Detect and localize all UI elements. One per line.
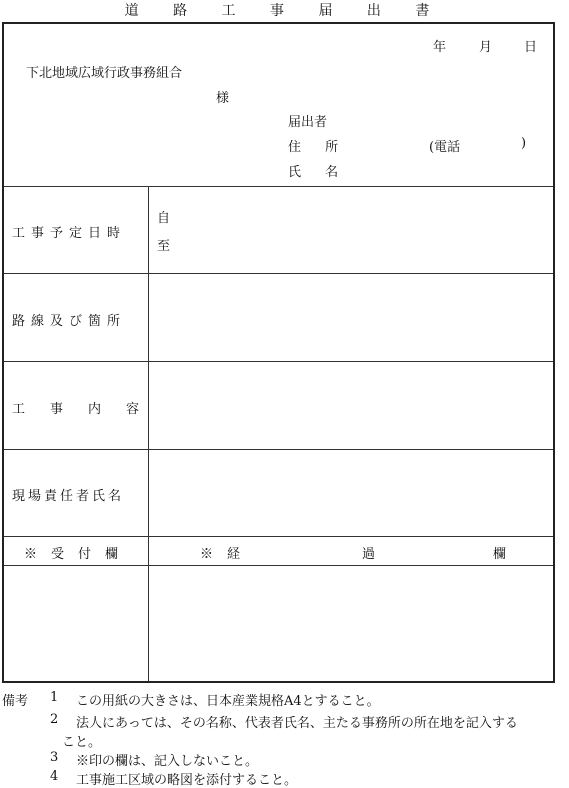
- month-label: 月: [479, 40, 493, 55]
- phone-label: (電話: [429, 140, 461, 155]
- form-title: 道 路 工 事 届 出 書: [124, 3, 445, 19]
- day-label: 日: [524, 40, 538, 55]
- row-divider: [4, 565, 553, 566]
- row-divider: [4, 273, 553, 274]
- manager-label: 現場責任者氏名: [12, 489, 125, 504]
- progress-label-part1: ※経: [200, 547, 255, 562]
- progress-label-part2: 過: [362, 547, 376, 562]
- note-text-continued: こと。: [62, 735, 102, 750]
- row-divider: [4, 449, 553, 450]
- name-label: 氏 名: [288, 165, 349, 180]
- note-number: 2: [50, 712, 59, 727]
- column-divider: [148, 186, 149, 681]
- notes-heading: 備考: [2, 694, 29, 709]
- schedule-label-text: 工事予定日時: [12, 226, 127, 241]
- row-divider: [4, 186, 553, 187]
- addressee: 下北地域広域行政事務組合: [26, 66, 183, 81]
- schedule-to: 至: [157, 239, 171, 254]
- phone-close: ): [521, 136, 527, 151]
- address-label: 住 所: [288, 140, 349, 155]
- row-divider: [4, 361, 553, 362]
- route-label: 路線及び箇所: [12, 314, 127, 329]
- progress-label-part3: 欄: [493, 547, 507, 562]
- content-label: 工事内容: [12, 402, 165, 417]
- form-table: [2, 22, 555, 683]
- note-number: 1: [50, 690, 59, 705]
- note-number: 4: [50, 769, 59, 784]
- schedule-from: 自: [157, 211, 171, 226]
- note-number: 3: [50, 750, 59, 765]
- reception-label: ※受付欄: [24, 547, 133, 562]
- row-divider: [4, 536, 553, 537]
- note-text: ※印の欄は、記入しないこと。: [76, 754, 259, 769]
- note-text: 工事施工区域の略図を添付すること。: [76, 773, 298, 788]
- note-text: この用紙の大きさは、日本産業規格A4とすること。: [76, 694, 380, 709]
- honorific: 様: [216, 91, 230, 106]
- schedule-label: [12, 222, 139, 241]
- year-label: 年: [433, 40, 447, 55]
- note-text: 法人にあっては、その名称、代表者氏名、主たる事務所の所在地を記入する: [76, 716, 518, 731]
- applicant-label: 届出者: [288, 115, 328, 130]
